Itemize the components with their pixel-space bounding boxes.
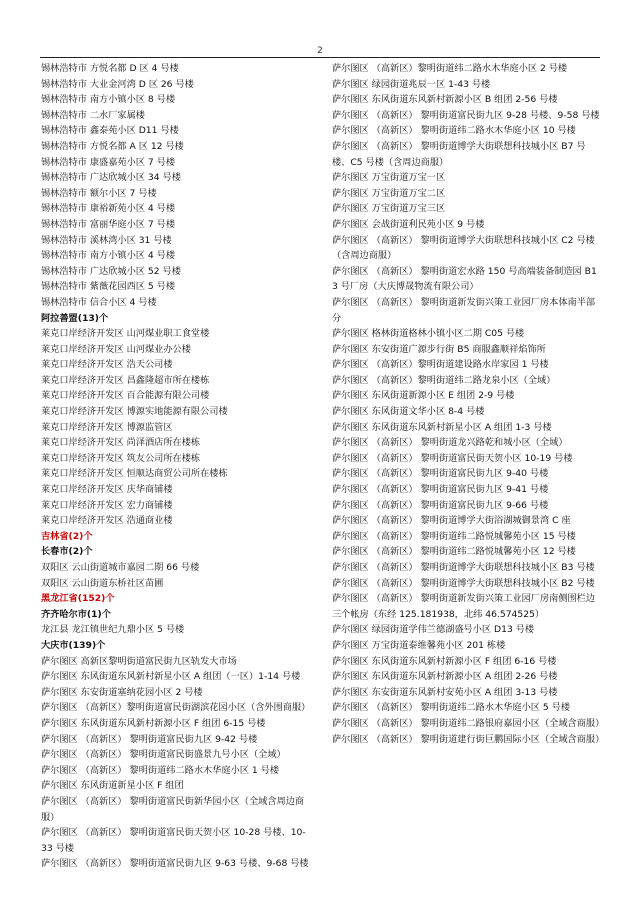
list-item: 萨尔图区 东风街道新源小区 E 组团 2-9 号楼 [332, 390, 515, 402]
region-heading: 长春市(2)个 [41, 546, 93, 558]
list-item: 莱克口岸经济开发区 尚泽酒店所在楼栋 [41, 437, 201, 449]
list-item: 萨尔图区 （高新区） 黎明街道龙兴路乾和城小区（全域） [332, 437, 568, 449]
list-item: 锡林浩特市 富丽华庭小区 7 号楼 [41, 218, 176, 230]
list-item: 萨尔图区 万宝街道万宝一区 [332, 172, 446, 184]
list-item: 锡林浩特市 南方小镇小区 4 号楼 [41, 250, 176, 262]
list-item: 萨尔图区 （高新区） 黎明街道富民街九区 9-63 号楼、9-68 号楼 [41, 858, 309, 870]
list-item: 莱克口岸经济开发区 浩通商业楼 [41, 515, 173, 527]
right-column [332, 61, 605, 747]
list-item: 萨尔图区 （高新区） 黎明街道建行街巨鹏国际小区（全域含商服） [332, 733, 605, 745]
list-item: 锡林浩特市 广达欣城小区 52 号楼 [41, 265, 181, 277]
list-item: 萨尔图区 （高新区） 黎明街道纬二路水木华庭小区 5 号楼 [332, 702, 571, 714]
list-item: 锡林浩特市 南方小镇小区 8 号楼 [41, 94, 176, 106]
list-item: 锡林浩特市 信合小区 4 号楼 [41, 296, 157, 308]
list-item: 锡林浩特市 方悦名都 A 区 12 号楼 [41, 140, 184, 152]
list-item: 萨尔图区 （高新区） 黎明街道纬二路水木华庭小区 1 号楼 [41, 764, 280, 776]
list-item: 锡林浩特市 额尔小区 7 号楼 [41, 187, 157, 199]
list-item: 莱克口岸经济开发区 百合能源有限公司楼 [41, 390, 210, 402]
list-item: 莱克口岸经济开发区 昌鑫隆超市所在楼栋 [41, 374, 210, 386]
list-item: 萨尔图区 东风街道新星小区 F 组团 [41, 780, 184, 792]
region-heading: 阿拉善盟(13)个 [41, 312, 109, 324]
list-item: 萨尔图区 东风街道东风新村新星小区 A 组团（一区）1-14 号楼 [41, 671, 301, 683]
list-item: 锡林浩特市 康裕新苑小区 4 号楼 [41, 203, 176, 215]
list-item: 莱克口岸经济开发区 恒顺达商贸公司所在楼栋 [41, 468, 228, 480]
list-item: 萨尔图区 （高新区） 黎明街道富民街九区 9-40 号楼 [332, 468, 549, 480]
list-item: 锡林浩特市 广达欣城小区 34 号楼 [41, 172, 181, 184]
list-item: 萨尔图区 （高新区） 黎明街道宏水路 150 号高端装备制造园 B13 号厂房（大庆博晟物流有限公司） [332, 265, 597, 293]
list-item: 萨尔图区 （高新区） 黎明街道博学大街浴湖城御景湾 C 座 [332, 515, 571, 527]
list-item: 萨尔图区 （高新区） 黎明街道富民街九区 9-41 号楼 [332, 484, 549, 496]
list-item: 萨尔图区 万宝街道万宝三区 [332, 203, 446, 215]
page-number: 2 [317, 46, 323, 56]
list-item: 萨尔图区 （高新区）黎明街道纬二路水木华庭小区 2 号楼 [332, 63, 568, 74]
region-heading: 大庆市(139)个 [41, 639, 106, 651]
list-item: 锡林浩特市 康盛嘉苑小区 7 号楼 [41, 156, 176, 168]
list-item: 萨尔图区 东风街道东风新村新源小区 B 组团 2-56 号楼 [332, 94, 558, 106]
list-item: 莱克口岸经济开发区 博源监管区 [41, 421, 173, 433]
list-item: 萨尔图区 （高新区） 黎明街道富民街盛景九号小区（全域） [41, 749, 286, 761]
list-item: 萨尔图区 格林街道格林小镇小区二期 C05 号楼 [332, 328, 525, 340]
list-item: 龙江县 龙江镇世纪九鼎小区 5 号楼 [41, 624, 185, 636]
list-item: 莱克口岸经济开发区 浩天公司楼 [41, 359, 173, 371]
list-item: 萨尔图区 （高新区） 黎明街道博学大街联想科技城小区 C2 号楼（含周边商服） [332, 234, 595, 262]
list-item: 双阳区 云山街道城市嘉园二期 66 号楼 [41, 562, 200, 573]
region-heading: 齐齐哈尔市(1)个 [41, 608, 111, 620]
list-item: 莱克口岸经济开发区 山河煤业职工食堂楼 [41, 328, 210, 340]
list-item: 萨尔图区 万宝街道泰维馨苑小区 201 栋楼 [332, 639, 506, 651]
list-item: 莱克口岸经济开发区 筑友公司所在楼栋 [41, 452, 201, 464]
header-rule [40, 57, 600, 58]
list-item: 萨尔图区 高新区黎明街道富民街九区轨发大市场 [41, 655, 237, 667]
list-item: 萨尔图区 东风街道东风新村新源小区 F 组团 6-16 号楼 [332, 655, 557, 667]
list-item: 萨尔图区 （高新区） 黎明街道纬二路悦城馨苑小区 12 号楼 [332, 546, 576, 558]
list-item: 萨尔图区 （高新区） 黎明街道富民街九区 9-66 号楼 [332, 499, 549, 511]
province-heading: 黑龙江省(152)个 [41, 593, 115, 605]
list-item: 萨尔图区 东风街道文华小区 8-4 号楼 [332, 406, 485, 418]
list-item: 萨尔图区 （高新区）黎明街道纬二路龙泉小区（全域） [332, 374, 556, 386]
list-item: 锡林浩特市 大业金河湾 D 区 26 号楼 [41, 78, 194, 90]
list-item: 萨尔图区 （高新区） 黎明街道新发街兴策工业园厂房南侧围栏边三个帐房（东经 125.181938，北纬 46.574525） [332, 593, 596, 620]
list-item: 萨尔图区 （高新区） 黎明街道富民街天贺小区 10-28 号楼、10-33 号楼 [41, 827, 306, 854]
list-item: 萨尔图区 东安街道塞纳花园小区 2 号楼 [41, 686, 203, 698]
list-item: 萨尔图区 （高新区） 黎明街道博学大街联想科技城小区 B2 号楼 [332, 577, 595, 589]
list-item: 萨尔图区 （高新区） 黎明街道富民街九区 9-42 号楼 [41, 733, 258, 745]
list-item: 锡林浩特市 鑫泰苑小区 D11 号楼 [41, 125, 179, 137]
list-item: 萨尔图区 万宝街道万宝二区 [332, 187, 446, 199]
list-item: 萨尔图区 （高新区） 黎明街道博学大街联想科技城小区 B7 号楼、C5 号楼（含周边商服） [332, 140, 586, 168]
province-heading: 吉林省(2)个 [41, 530, 93, 542]
list-item: 萨尔图区 东风街道东风新村新源小区 A 组团 2-26 号楼 [332, 671, 558, 683]
list-item: 萨尔图区 会战街道利民苑小区 9 号楼 [332, 218, 485, 230]
list-item: 双阳区 云山街道东桥社区苗圃 [41, 577, 164, 589]
list-item: 萨尔图区 （高新区）黎明街道富民街湖滨花园小区（含外围商服） [41, 702, 311, 714]
list-item: 萨尔图区 东安街道东风新村安苑小区 A 组团 3-13 号楼 [332, 686, 558, 698]
list-item: 锡林浩特市 溪林湾小区 31 号楼 [41, 234, 172, 246]
list-item: 萨尔图区 东风街道东风新村新源小区 F 组团 6-15 号楼 [41, 717, 266, 729]
list-item: 莱克口岸经济开发区 庆华商铺楼 [41, 484, 173, 496]
list-item: 莱克口岸经济开发区 博源实地能源有限公司楼 [41, 406, 228, 418]
list-item: 萨尔图区 绿园街道学伟兰德湖盛号小区 D13 号楼 [332, 624, 535, 636]
list-item: 锡林浩特市 二水厂家属楼 [41, 109, 145, 121]
list-item: 萨尔图区 （高新区） 黎明街道博学大街联想科技城小区 B3 号楼 [332, 562, 595, 573]
list-item: 萨尔图区 东风街道东风新村新星小区 A 组团 1-3 号楼 [332, 421, 552, 433]
list-item: 萨尔图区 （高新区） 黎明街道富民街天贺小区 10-19 号楼 [332, 452, 573, 464]
left-column [41, 61, 309, 872]
list-item: 萨尔图区 （高新区） 黎明街道纬二路悦城馨苑小区 15 号楼 [332, 530, 576, 542]
list-item: 萨尔图区 （高新区）黎明街道建设路水岸家园 1 号楼 [332, 359, 549, 371]
list-item: 萨尔图区 （高新区） 黎明街道纬二路水木华庭小区 10 号楼 [332, 125, 576, 137]
list-item: 锡林浩特市 方悦名都 D 区 4 号楼 [41, 63, 179, 74]
list-item: 萨尔图区 东安街道广源步行街 B5 商服鑫顺祥焰饰所 [332, 343, 546, 355]
list-item: 萨尔图区 （高新区） 黎明街道新发街兴策工业园厂房本体南半部分 [332, 296, 596, 324]
list-item: 萨尔图区 绿园街道兆辰一区 1-43 号楼 [332, 78, 491, 90]
list-item: 莱克口岸经济开发区 宏力商铺楼 [41, 499, 173, 511]
list-item: 莱克口岸经济开发区 山河煤业办公楼 [41, 343, 191, 355]
list-item: 萨尔图区 （高新区） 黎明街道富民街新华园小区（全域含周边商服） [41, 795, 305, 823]
list-item: 萨尔图区 （高新区） 黎明街道富民街九区 9-28 号楼、9-58 号楼 [332, 109, 600, 121]
list-item: 萨尔图区 （高新区） 黎明街道纬二路银府嘉园小区（全域含商服） [332, 717, 605, 729]
list-item: 锡林浩特市 紫薇花园西区 5 号楼 [41, 281, 176, 293]
